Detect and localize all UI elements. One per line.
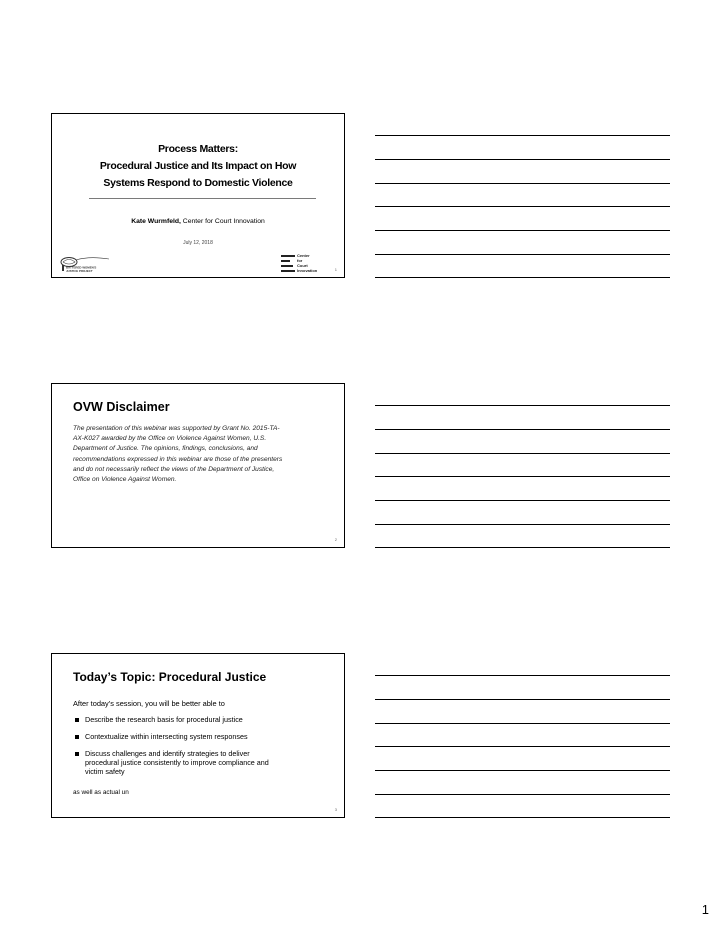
note-line: [375, 405, 670, 406]
note-line: [375, 817, 670, 818]
slide-3-intro: After today’s session, you will be better able to: [73, 699, 225, 708]
objectives-list: [73, 715, 333, 784]
presentation-date: July 12, 2018: [183, 240, 213, 246]
cci-logo-bar: [281, 265, 293, 267]
disclaimer-line: Department of Justice. The opinions, findings, conclusions, and: [73, 445, 258, 453]
list-item-text: Discuss challenges and identify strategies to deliver: [85, 749, 250, 758]
note-line: [375, 230, 670, 231]
title-line: Systems Respond to Domestic Violence: [103, 177, 293, 189]
bwjp-logo: [59, 256, 111, 273]
handout-page-number: 1: [701, 902, 709, 917]
list-item-text: Contextualize within intersecting system responses: [85, 732, 248, 741]
note-line: [375, 159, 670, 160]
presenter: [52, 218, 344, 225]
note-line: [375, 135, 670, 136]
note-line: [375, 254, 670, 255]
slide-3: [51, 653, 345, 818]
note-line: [375, 476, 670, 477]
slide-2: [51, 383, 345, 548]
list-item: [73, 715, 333, 724]
title-divider: [89, 198, 316, 199]
cci-logo: [281, 254, 321, 274]
note-line: [375, 183, 670, 184]
note-line: [375, 770, 670, 771]
disclaimer-line: AX-K027 awarded by the Office on Violence Against Women, U.S.: [73, 435, 267, 443]
note-line: [375, 675, 670, 676]
note-line: [375, 723, 670, 724]
title-line: Process Matters:: [158, 143, 238, 155]
slide-1-title: [52, 141, 344, 192]
note-line: [375, 277, 670, 278]
cci-logo-text: Innovation: [297, 268, 318, 273]
presenter-name: Kate Wurmfeld,: [131, 218, 181, 225]
cci-logo-text: for: [297, 258, 303, 263]
cci-logo-bar: [281, 270, 295, 272]
note-line: [375, 206, 670, 207]
disclaimer-line: Office on Violence Against Women.: [73, 476, 177, 484]
title-line: Procedural Justice and Its Impact on How: [99, 160, 297, 172]
note-line: [375, 547, 670, 548]
bwjp-logo-text-line: BATTERED WOMEN'S: [66, 265, 97, 270]
cci-logo-bar: [281, 260, 290, 262]
disclaimer-text: [73, 424, 331, 485]
note-line: [375, 746, 670, 747]
list-item-text: victim safety: [85, 767, 125, 776]
disclaimer-line: and do not necessarily reflect the views of the Department of Justice,: [73, 465, 275, 473]
slide-page-number: 2: [334, 537, 337, 542]
list-item: [73, 749, 333, 776]
slide-2-heading: OVW Disclaimer: [73, 400, 170, 414]
cci-logo-bar: [281, 255, 295, 257]
list-item: [73, 732, 333, 741]
cci-logo-text: Court: [297, 263, 308, 268]
cci-logo-text: Center: [297, 253, 310, 258]
slide-page-number: 1: [334, 267, 337, 272]
disclaimer-line: recommendations expressed in this webinar are those of the presenters: [73, 455, 283, 463]
list-item-text: Describe the research basis for procedural justice: [85, 715, 243, 724]
list-item-text: procedural justice consistently to improve compliance and: [85, 758, 269, 767]
note-line: [375, 500, 670, 501]
note-line: [375, 699, 670, 700]
note-line: [375, 429, 670, 430]
presenter-org: Center for Court Innovation: [180, 218, 265, 225]
disclaimer-line: The presentation of this webinar was supported by Grant No. 2015-TA-: [73, 425, 280, 432]
note-line: [375, 794, 670, 795]
slide-page-number: 3: [334, 807, 337, 812]
note-line: [375, 524, 670, 525]
slide-1: [51, 113, 345, 278]
slide-3-heading: Today’s Topic: Procedural Justice: [73, 670, 267, 684]
slide-3-tail-text: as well as actual un: [73, 789, 129, 796]
note-line: [375, 453, 670, 454]
bwjp-logo-text-line: JUSTICE PROJECT: [66, 268, 93, 273]
